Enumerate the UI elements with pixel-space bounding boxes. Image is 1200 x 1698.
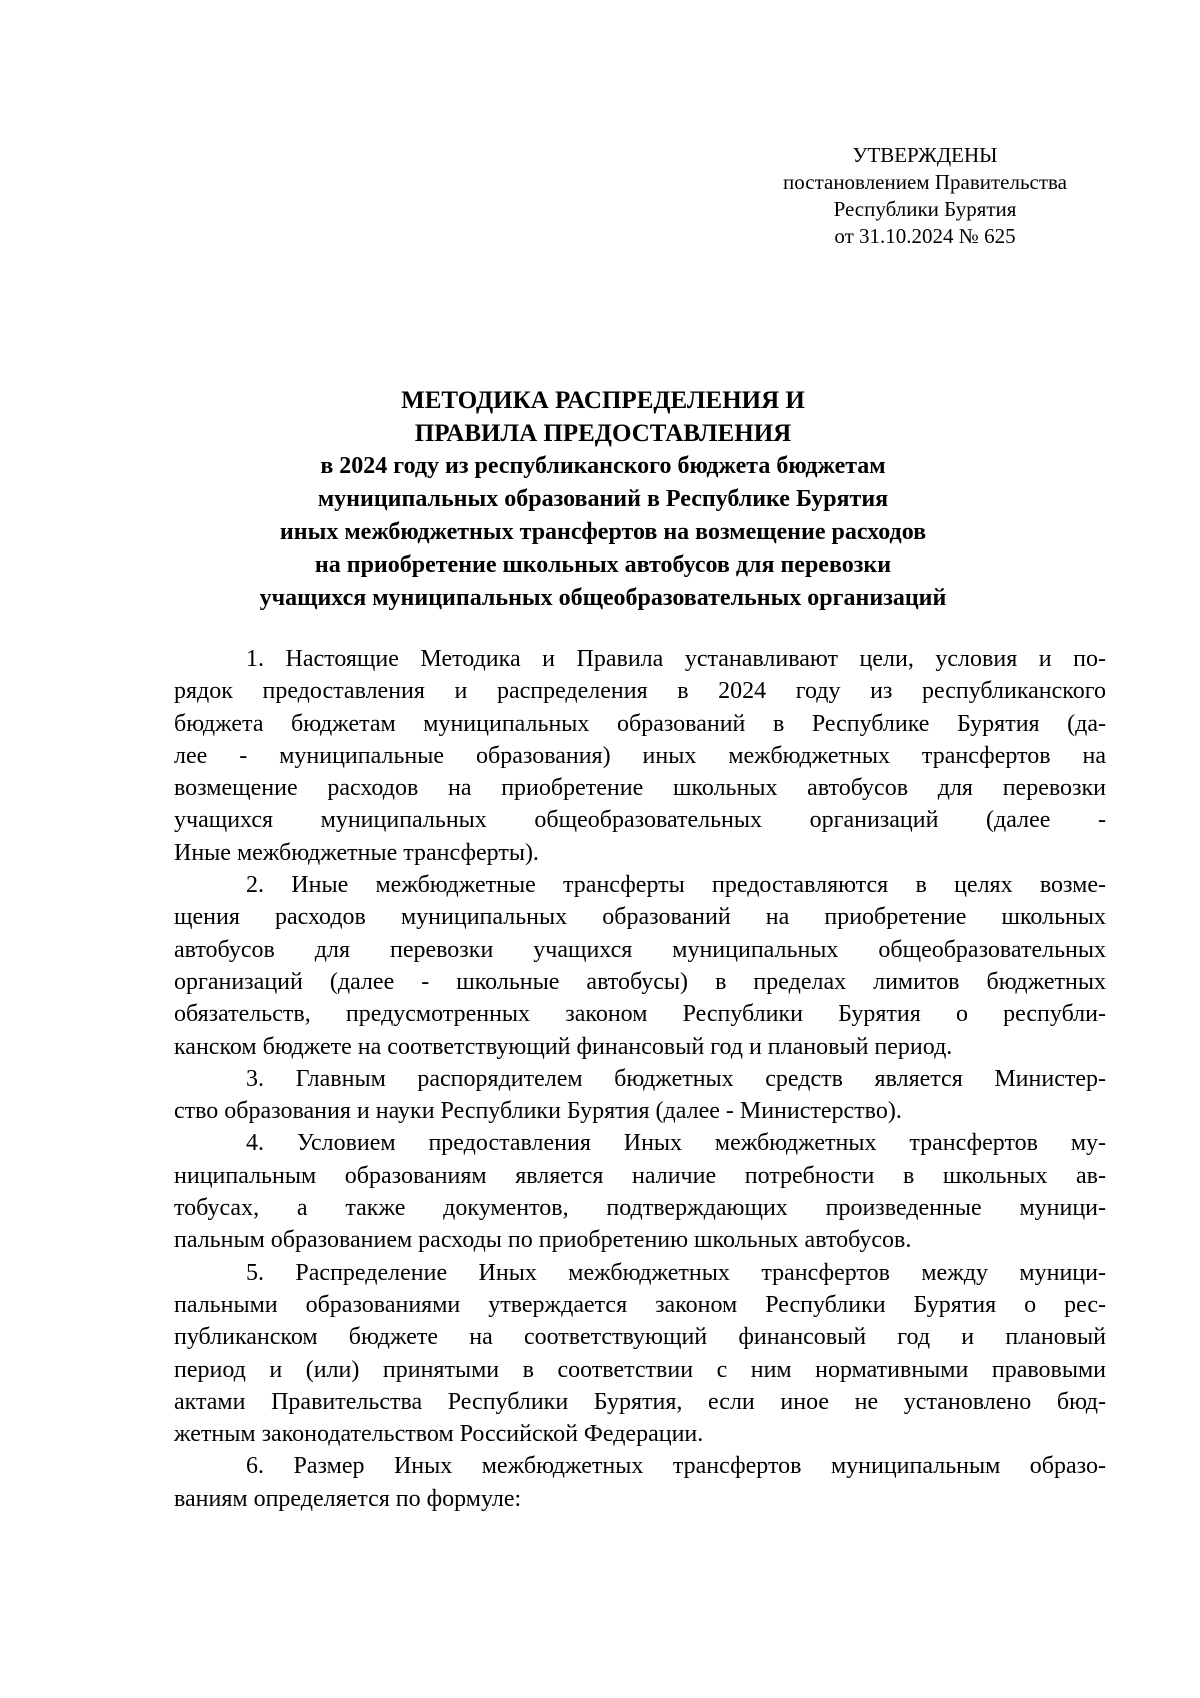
document-body [174,643,1106,1515]
paragraph-2 [174,869,1106,1063]
paragraph-line: пальными образованиями утверждается законом Республики Бурятия о рес- [174,1291,1106,1318]
paragraph-4 [174,1127,1106,1256]
paragraph-line: период и (или) принятыми в соответствии с ним нормативными правовыми [174,1356,1106,1383]
paragraph-line: лее - муниципальные образования) иных межбюджетных трансфертов на [174,742,1106,769]
paragraph-1 [174,643,1106,869]
subtitle-line: в 2024 году из республиканского бюджета бюджетам [320,453,886,479]
paragraph-line: Иные межбюджетные трансферты). [174,839,539,866]
subtitle-line: учащихся муниципальных общеобразовательных организаций [259,585,947,611]
paragraph-line: бюджета бюджетам муниципальных образований в Республике Бурятия (да- [174,710,1106,737]
approval-line: постановлением Правительства [782,170,1067,194]
paragraph-line: канском бюджете на соответствующий финансовый год и плановый период. [174,1033,953,1060]
paragraph-line: жетным законодательством Российской Федерации. [174,1421,704,1448]
paragraph-6 [174,1450,1106,1515]
title-line: ПРАВИЛА ПРЕДОСТАВЛЕНИЯ [414,420,792,447]
document-title [150,384,1056,615]
paragraph-line: 1. Настоящие Методика и Правила устанавливают цели, условия и по- [246,646,1106,672]
paragraph-line: обязательств, предусмотренных законом Республики Бурятия о республи- [174,1001,1106,1028]
paragraph-line: ство образования и науки Республики Бурятия (далее - Министерство). [174,1098,902,1125]
paragraph-line: пальным образованием расходы по приобретению школьных автобусов. [174,1227,912,1254]
paragraph-line: возмещение расходов на приобретение школьных автобусов для перевозки [174,775,1106,802]
approval-line: от 31.10.2024 № 625 [834,224,1016,248]
paragraph-line: учащихся муниципальных общеобразовательных организаций (далее - [174,807,1106,834]
paragraph-3 [174,1063,1106,1128]
paragraph-line: автобусов для перевозки учащихся муниципальных общеобразовательных [174,936,1106,963]
approval-stamp [755,142,1095,250]
paragraph-line: рядок предоставления и распределения в 2024 году из республиканского [174,678,1106,705]
paragraph-line: организаций (далее - школьные автобусы) в пределах лимитов бюджетных [174,968,1106,995]
paragraph-line: ниципальным образованиям является наличие потребности в школьных ав- [174,1162,1106,1189]
paragraph-line: актами Правительства Республики Бурятия, если иное не установлено бюд- [174,1388,1106,1415]
title-line: МЕТОДИКА РАСПРЕДЕЛЕНИЯ И [401,387,805,414]
paragraph-5 [174,1257,1106,1451]
paragraph-line: ваниям определяется по формуле: [174,1485,522,1512]
paragraph-line: 5. Распределение Иных межбюджетных трансфертов между муници- [246,1259,1106,1286]
paragraph-line: 4. Условием предоставления Иных межбюджетных трансфертов му- [246,1130,1106,1157]
subtitle-line: муниципальных образований в Республике Бурятия [317,486,889,512]
subtitle-line: иных межбюджетных трансфертов на возмещение расходов [279,519,927,545]
paragraph-line: публиканском бюджете на соответствующий финансовый год и плановый [174,1324,1106,1351]
paragraph-line: 6. Размер Иных межбюджетных трансфертов муниципальным образо- [246,1453,1106,1480]
paragraph-line: щения расходов муниципальных образований на приобретение школьных [174,904,1106,931]
approval-line: Республики Бурятия [833,197,1017,221]
approval-line: УТВЕРЖДЕНЫ [852,143,998,167]
paragraph-line: тобусах, а также документов, подтверждающих произведенные муници- [174,1195,1106,1222]
paragraph-line: 2. Иные межбюджетные трансферты предоставляются в целях возме- [246,872,1106,899]
paragraph-line: 3. Главным распорядителем бюджетных средств является Министер- [246,1065,1106,1092]
subtitle-line: на приобретение школьных автобусов для перевозки [314,552,892,578]
